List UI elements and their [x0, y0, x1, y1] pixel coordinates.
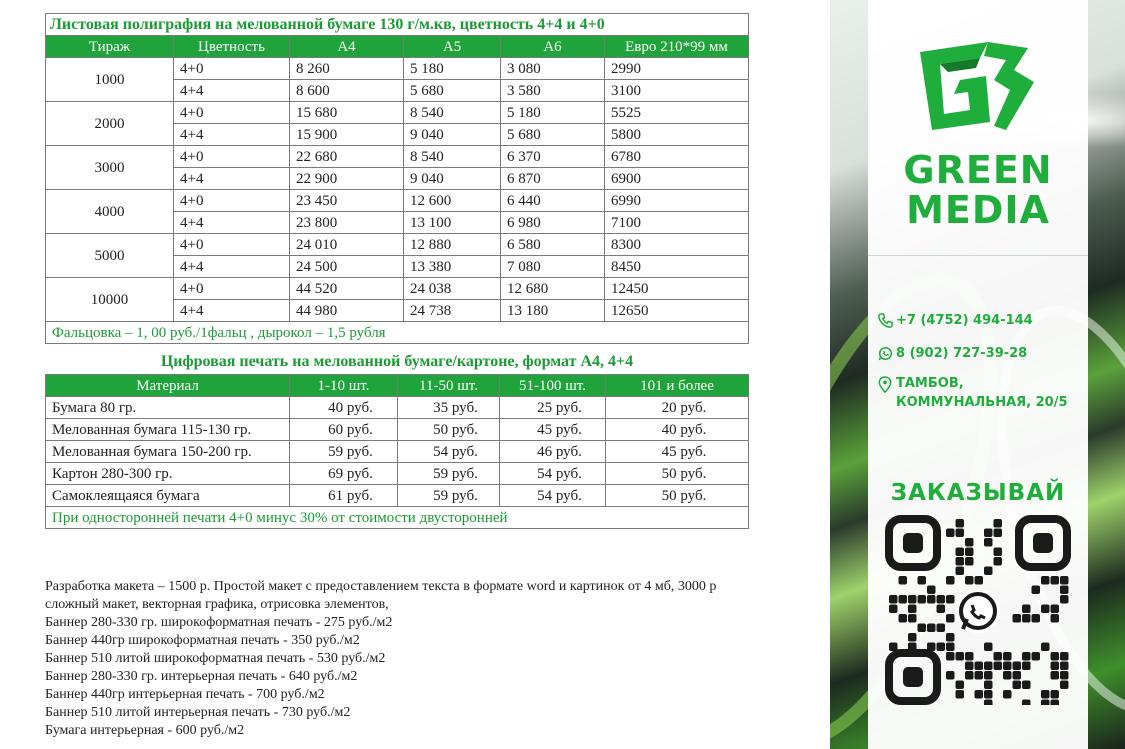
qr-module: [937, 605, 946, 614]
qr-module: [1013, 671, 1022, 680]
qr-module: [1051, 690, 1060, 699]
price-cell: 6 870: [501, 168, 605, 190]
brand-name: [868, 150, 1088, 230]
price-cell: 7100: [605, 212, 749, 234]
header-a6: А6: [501, 36, 605, 58]
qr-module: [984, 538, 993, 547]
price-cell: 40 руб.: [606, 419, 749, 441]
qr-module: [994, 529, 1003, 538]
price-cell: 61 руб.: [290, 485, 398, 507]
price-cell: 24 038: [404, 278, 501, 300]
qr-module: [1003, 662, 1012, 671]
extra-service-line: Баннер 440гр широкоформатная печать - 350 руб./м2: [45, 633, 360, 648]
price-row: [46, 190, 749, 212]
qr-module: [918, 576, 927, 585]
qr-module: [975, 690, 984, 699]
qr-module: [1060, 576, 1069, 585]
qr-module: [1060, 671, 1069, 680]
qr-module: [946, 576, 955, 585]
quantity-cell: 4000: [46, 190, 174, 234]
color-cell: 4+4: [174, 256, 290, 278]
digital-printing-table: [45, 374, 749, 529]
price-cell: 8 260: [290, 58, 404, 80]
quantity-cell: 1000: [46, 58, 174, 102]
qr-module: [965, 548, 974, 557]
qr-module: [994, 548, 1003, 557]
qr-module: [1022, 700, 1031, 706]
material-cell: Самоклеящаяся бумага: [46, 485, 290, 507]
price-cell: 12 680: [501, 278, 605, 300]
sheet-printing-header-row: [46, 36, 749, 58]
location-pin-icon: [874, 374, 896, 393]
digital-price-row: [46, 397, 749, 419]
price-cell: 5 180: [501, 102, 605, 124]
qr-module: [1041, 576, 1050, 585]
qr-module: [946, 529, 955, 538]
price-cell: 6 440: [501, 190, 605, 212]
brand-name-line2: MEDIA: [906, 188, 1050, 232]
qr-module: [946, 595, 955, 604]
qr-module: [1022, 662, 1031, 671]
color-cell: 4+4: [174, 168, 290, 190]
price-cell: 15 900: [290, 124, 404, 146]
price-cell: 6 580: [501, 234, 605, 256]
price-cell: 8 540: [404, 102, 501, 124]
qr-module: [1022, 605, 1031, 614]
qr-module: [1022, 652, 1031, 661]
qr-module: [1051, 652, 1060, 661]
qr-module: [918, 624, 927, 633]
qr-module: [1041, 700, 1050, 706]
extra-service-line: Баннер 280-330 гр. интерьерная печать - 640 руб./м2: [45, 669, 358, 684]
price-row: [46, 58, 749, 80]
qr-module: [965, 557, 974, 566]
price-cell: 24 010: [290, 234, 404, 256]
qr-module: [984, 529, 993, 538]
price-cell: 23 450: [290, 190, 404, 212]
color-cell: 4+4: [174, 300, 290, 322]
price-row: [46, 234, 749, 256]
phone-number-1[interactable]: +7 (4752) 494-144: [896, 313, 1033, 328]
green-media-logo-icon: [910, 34, 1040, 144]
price-cell: 15 680: [290, 102, 404, 124]
price-cell: 7 080: [501, 256, 605, 278]
digital-price-row: [46, 441, 749, 463]
whatsapp-icon: [874, 344, 896, 361]
price-cell: 8450: [605, 256, 749, 278]
price-cell: 3 080: [501, 58, 605, 80]
address-street: КОММУНАЛЬНАЯ, 20/5: [896, 395, 1068, 410]
price-cell: 44 980: [290, 300, 404, 322]
header-11-50: 11-50 шт.: [398, 375, 500, 397]
address-city: ТАМБОВ,: [896, 376, 964, 391]
color-cell: 4+4: [174, 80, 290, 102]
qr-module: [908, 595, 917, 604]
digital-printing-header-row: [46, 375, 749, 397]
qr-module: [956, 652, 965, 661]
qr-module: [956, 557, 965, 566]
price-cell: 69 руб.: [290, 463, 398, 485]
price-cell: 24 738: [404, 300, 501, 322]
qr-module: [1060, 595, 1069, 604]
qr-module: [899, 595, 908, 604]
price-cell: 8300: [605, 234, 749, 256]
price-cell: 23 800: [290, 212, 404, 234]
price-cell: 6 370: [501, 146, 605, 168]
qr-module: [994, 557, 1003, 566]
price-cell: 6900: [605, 168, 749, 190]
price-cell: 13 180: [501, 300, 605, 322]
extra-service-line: Бумага интерьерная - 600 руб./м2: [45, 723, 245, 738]
price-cell: 40 руб.: [290, 397, 398, 419]
qr-module: [994, 662, 1003, 671]
address: [874, 374, 1088, 412]
qr-module: [1013, 681, 1022, 690]
qr-module: [927, 624, 936, 633]
price-row: [46, 146, 749, 168]
header-a5: А5: [404, 36, 501, 58]
qr-module: [908, 614, 917, 623]
price-cell: 45 руб.: [500, 419, 606, 441]
digital-price-row: [46, 485, 749, 507]
qr-module: [1041, 605, 1050, 614]
extra-service-line: Баннер 440гр интерьерная печать - 700 руб./м2: [45, 687, 325, 702]
price-cell: 6990: [605, 190, 749, 212]
header-color: Цветность: [174, 36, 290, 58]
header-51-100: 51-100 шт.: [500, 375, 606, 397]
qr-module: [984, 567, 993, 576]
qr-module: [956, 681, 965, 690]
header-101-plus: 101 и более: [606, 375, 749, 397]
price-cell: 25 руб.: [500, 397, 606, 419]
qr-module: [994, 519, 1003, 528]
qr-module: [1051, 662, 1060, 671]
phone-number-2[interactable]: 8 (902) 727-39-28: [896, 346, 1028, 361]
qr-module: [1032, 586, 1041, 595]
qr-module: [1051, 700, 1060, 706]
price-cell: 59 руб.: [290, 441, 398, 463]
price-cell: 5 680: [501, 124, 605, 146]
price-cell: 45 руб.: [606, 441, 749, 463]
extra-service-line: Разработка макета – 1500 р. Простой макет с предоставлением текста в формате word и картинок от 4 мб, 3000 р сложный макет, векторная графика, отрисовка элементов,: [45, 579, 717, 612]
qr-module: [889, 595, 898, 604]
qr-module: [1003, 671, 1012, 680]
price-cell: 20 руб.: [606, 397, 749, 419]
header-euro: Евро 210*99 мм: [605, 36, 749, 58]
color-cell: 4+0: [174, 190, 290, 212]
qr-module: [1013, 614, 1022, 623]
qr-module: [956, 548, 965, 557]
price-cell: 12 600: [404, 190, 501, 212]
price-row: [46, 278, 749, 300]
qr-module: [946, 633, 955, 642]
price-cell: 50 руб.: [398, 419, 500, 441]
price-cell: 13 100: [404, 212, 501, 234]
qr-module: [946, 614, 955, 623]
qr-module: [965, 662, 974, 671]
qr-module: [899, 614, 908, 623]
header-qty: Тираж: [46, 36, 174, 58]
price-cell: 6 980: [501, 212, 605, 234]
qr-module: [965, 538, 974, 547]
qr-module: [1022, 614, 1031, 623]
qr-module: [1013, 662, 1022, 671]
phone-icon: [874, 311, 896, 328]
qr-module: [889, 605, 898, 614]
qr-module: [1060, 662, 1069, 671]
qr-module: [937, 643, 946, 652]
price-cell: 8 540: [404, 146, 501, 168]
price-cell: 9 040: [404, 168, 501, 190]
price-cell: 54 руб.: [500, 463, 606, 485]
price-cell: 54 руб.: [398, 441, 500, 463]
qr-module: [965, 652, 974, 661]
qr-module: [908, 633, 917, 642]
price-row: [46, 102, 749, 124]
extra-service-line: Баннер 510 литой интерьерная печать - 730 руб./м2: [45, 705, 351, 720]
single-side-note: При односторонней печати 4+0 минус 30% от стоимости двусторонней: [46, 507, 749, 529]
qr-module: [956, 567, 965, 576]
price-cell: 5 680: [404, 80, 501, 102]
quantity-cell: 3000: [46, 146, 174, 190]
qr-module: [965, 671, 974, 680]
brand-banner: [830, 0, 1125, 749]
price-cell: 22 900: [290, 168, 404, 190]
qr-module: [1003, 652, 1012, 661]
price-cell: 12650: [605, 300, 749, 322]
header-1-10: 1-10 шт.: [290, 375, 398, 397]
qr-module: [984, 681, 993, 690]
banner-divider: [868, 255, 1088, 256]
qr-module: [975, 662, 984, 671]
color-cell: 4+0: [174, 102, 290, 124]
qr-module: [984, 643, 993, 652]
color-cell: 4+4: [174, 124, 290, 146]
qr-module: [984, 690, 993, 699]
qr-module: [984, 671, 993, 680]
qr-module: [1041, 643, 1050, 652]
qr-module: [984, 700, 993, 706]
qr-module: [1051, 576, 1060, 585]
whatsapp-contact[interactable]: [874, 344, 1088, 363]
color-cell: 4+0: [174, 234, 290, 256]
price-cell: 9 040: [404, 124, 501, 146]
qr-module: [1041, 690, 1050, 699]
qr-module: [927, 586, 936, 595]
price-cell: 24 500: [290, 256, 404, 278]
qr-module: [975, 671, 984, 680]
price-cell: 3100: [605, 80, 749, 102]
quantity-cell: 5000: [46, 234, 174, 278]
color-cell: 4+0: [174, 278, 290, 300]
quantity-cell: 2000: [46, 102, 174, 146]
price-cell: 6780: [605, 146, 749, 168]
qr-module: [984, 662, 993, 671]
qr-module: [1032, 614, 1041, 623]
qr-module: [1051, 605, 1060, 614]
material-cell: Картон 280-300 гр.: [46, 463, 290, 485]
qr-module: [994, 652, 1003, 661]
qr-module: [937, 624, 946, 633]
material-cell: Мелованная бумага 115-130 гр.: [46, 419, 290, 441]
price-cell: 50 руб.: [606, 485, 749, 507]
extra-services-list: [45, 578, 745, 740]
qr-module: [918, 595, 927, 604]
price-cell: 5800: [605, 124, 749, 146]
qr-module: [937, 595, 946, 604]
color-cell: 4+0: [174, 146, 290, 168]
qr-module: [1051, 614, 1060, 623]
qr-module: [1060, 681, 1069, 690]
qr-module: [1060, 586, 1069, 595]
material-cell: Мелованная бумага 150-200 гр.: [46, 441, 290, 463]
price-cell: 46 руб.: [500, 441, 606, 463]
extra-service-line: Баннер 280-330 гр. широкоформатная печать - 275 руб./м2: [45, 615, 393, 630]
price-cell: 13 380: [404, 256, 501, 278]
price-cell: 12450: [605, 278, 749, 300]
material-cell: Бумага 80 гр.: [46, 397, 290, 419]
sheet-printing-table: [45, 13, 749, 344]
sheet-printing-title: Листовая полиграфия на мелованной бумаге 130 г/м.кв, цветность 4+4 и 4+0: [46, 14, 749, 36]
digital-price-row: [46, 419, 749, 441]
quantity-cell: 10000: [46, 278, 174, 322]
qr-module: [1032, 652, 1041, 661]
qr-module: [965, 576, 974, 585]
price-cell: 3 580: [501, 80, 605, 102]
header-material: Материал: [46, 375, 290, 397]
digital-printing-title: Цифровая печать на мелованной бумаге/картоне, формат А4, 4+4: [160, 353, 634, 370]
price-cell: 22 680: [290, 146, 404, 168]
price-cell: 44 520: [290, 278, 404, 300]
price-cell: 12 880: [404, 234, 501, 256]
color-cell: 4+4: [174, 212, 290, 234]
qr-module: [927, 595, 936, 604]
qr-module: [1003, 690, 1012, 699]
header-a4: А4: [290, 36, 404, 58]
qr-module: [946, 652, 955, 661]
qr-module: [908, 605, 917, 614]
brand-name-line1: GREEN: [903, 148, 1053, 192]
price-cell: 59 руб.: [398, 463, 500, 485]
extra-service-line: Баннер 510 литой широкоформатная печать - 530 руб./м2: [45, 651, 386, 666]
qr-module: [946, 671, 955, 680]
qr-module: [946, 643, 955, 652]
folding-note: Фальцовка – 1, 00 руб./1фальц , дырокол – 1,5 рубля: [46, 322, 749, 344]
color-cell: 4+0: [174, 58, 290, 80]
price-cell: 8 600: [290, 80, 404, 102]
qr-module: [1022, 681, 1031, 690]
qr-module: [956, 690, 965, 699]
price-cell: 50 руб.: [606, 463, 749, 485]
qr-module: [956, 519, 965, 528]
price-cell: 60 руб.: [290, 419, 398, 441]
qr-module: [1060, 652, 1069, 661]
price-cell: 5525: [605, 102, 749, 124]
qr-module: [1051, 671, 1060, 680]
qr-module: [956, 529, 965, 538]
phone-contact[interactable]: [874, 311, 1088, 330]
price-cell: 54 руб.: [500, 485, 606, 507]
price-cell: 35 руб.: [398, 397, 500, 419]
qr-module: [899, 576, 908, 585]
price-cell: 59 руб.: [398, 485, 500, 507]
price-cell: 5 180: [404, 58, 501, 80]
qr-code[interactable]: [885, 515, 1071, 705]
price-cell: 2990: [605, 58, 749, 80]
qr-module: [975, 576, 984, 585]
digital-price-row: [46, 463, 749, 485]
order-call-to-action: ЗАКАЗЫВАЙ: [890, 480, 1066, 506]
